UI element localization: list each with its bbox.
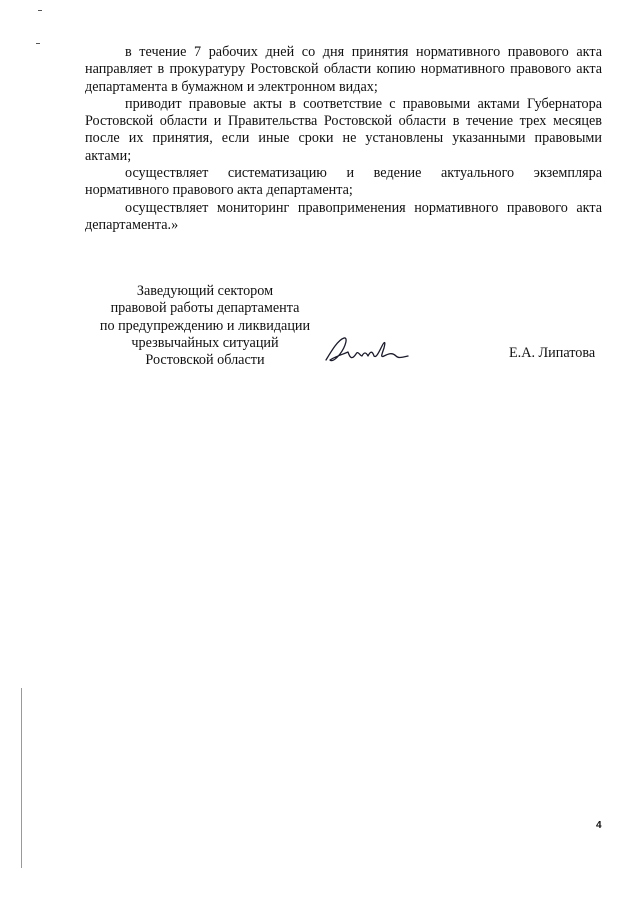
position-line: правовой работы департамента	[110, 300, 300, 317]
paragraph-systematization: осуществляет систематизацию и ведение актуального экземпляра нормативного правового акта департамента;	[85, 165, 602, 199]
scan-artifact	[36, 43, 40, 44]
document-body	[85, 44, 602, 234]
paragraph-deadline: в течение 7 рабочих дней со дня принятия нормативного правового акта направляет в прокуратуру Ростовской области копию нормативного правового акта департамента в бумажном и электронном видах;	[85, 44, 602, 95]
scan-artifact	[38, 10, 42, 11]
position-line: Ростовской области	[145, 352, 265, 369]
signatory-position	[85, 283, 325, 369]
page-number: 4	[596, 820, 602, 831]
paragraph-monitoring: осуществляет мониторинг правоприменения нормативного правового акта департамента.»	[85, 199, 602, 233]
position-line: по предупреждению и ликвидации	[99, 317, 311, 334]
position-line: Заведующий сектором	[136, 283, 274, 299]
position-line: чрезвычайных ситуаций	[131, 334, 279, 351]
signer-name: Е.А. Липатова	[509, 345, 596, 361]
scan-artifact	[21, 688, 22, 868]
paragraph-conformity: приводит правовые акты в соответствие с правовыми актами Губернатора Ростовской области и Правительства Ростовской области в течение трех месяцев после их принятия, если иные сроки не установлены указанными правовыми актами;	[85, 95, 602, 164]
handwritten-signature	[322, 332, 412, 368]
